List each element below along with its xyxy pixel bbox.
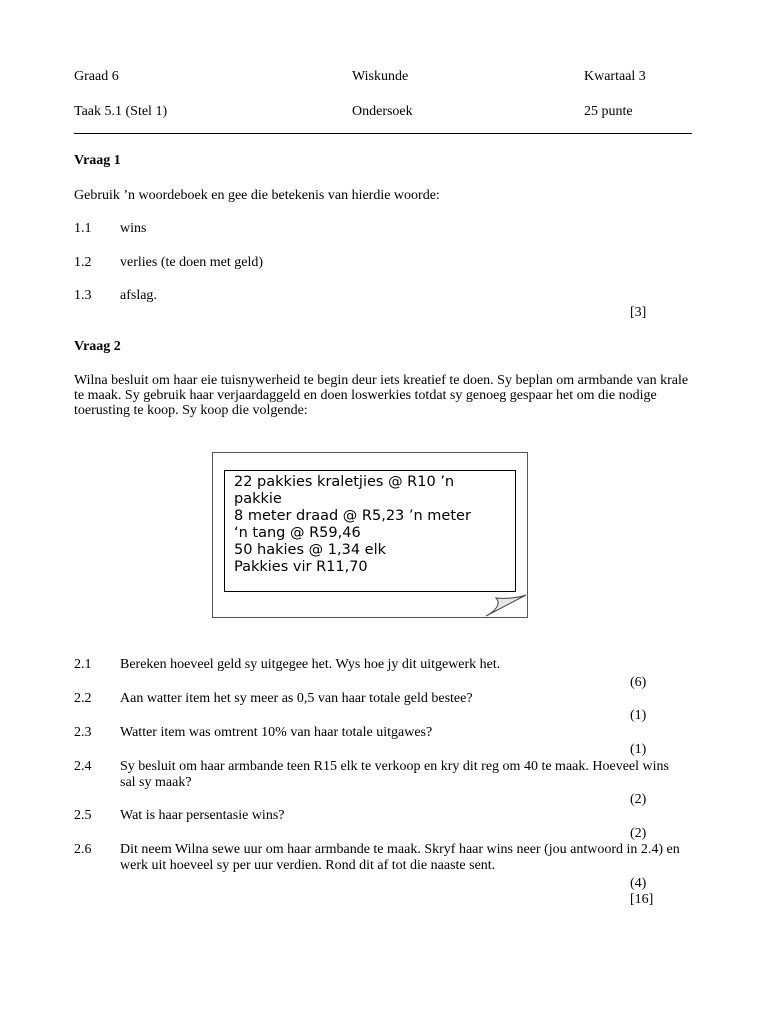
vraag1-item-text: verlies (te doen met geld) <box>120 255 264 270</box>
vraag1-item-num: 1.3 <box>74 288 92 303</box>
header-term: Kwartaal 3 <box>584 69 646 84</box>
header-divider <box>74 133 692 134</box>
question-mark: (4) <box>630 876 647 891</box>
question-text: Aan watter item het sy meer as 0,5 van haar totale geld bestee? <box>120 691 473 706</box>
question-text: Wat is haar persentasie wins? <box>120 808 285 823</box>
question-text: Bereken hoeveel geld sy uitgegee het. Wys hoe jy dit uitgewerk het. <box>120 657 501 672</box>
question-mark: (6) <box>630 675 647 690</box>
vraag1-item-text: afslag. <box>120 288 157 303</box>
question-num: 2.5 <box>74 808 92 823</box>
question-num: 2.6 <box>74 842 92 857</box>
question-num: 2.4 <box>74 759 92 774</box>
question-num: 2.3 <box>74 725 92 740</box>
shopping-list-item: 8 meter draad @ R5,23 ’n meter <box>234 508 471 524</box>
vraag1-item-text: wins <box>120 221 147 236</box>
question-text: Watter item was omtrent 10% van haar totale uitgawes? <box>120 725 433 740</box>
question-mark: (1) <box>630 742 647 757</box>
vraag1-total: [3] <box>630 305 647 320</box>
header-type: Ondersoek <box>352 104 413 119</box>
shopping-list-item: 50 hakies @ 1,34 elk <box>234 542 386 558</box>
vraag1-item-num: 1.2 <box>74 255 92 270</box>
vraag2-total: [16] <box>630 892 654 907</box>
question-text: Dit neem Wilna sewe uur om haar armbande te maak. Skryf haar wins neer (jou antwoord in 2.4) en werk uit hoeveel sy per uur verdien. Rond dit af tot die naaste sent. <box>120 842 680 873</box>
vraag1-instruction: Gebruik ’n woordeboek en gee die betekenis van hierdie woorde: <box>74 188 440 203</box>
shopping-list-item: 22 pakkies kraletjies @ R10 ’n pakkie <box>234 474 455 507</box>
vraag2-intro: Wilna besluit om haar eie tuisnywerheid te begin deur iets kreatief te doen. Sy beplan om armbande van krale te maak. Sy gebruik haar verjaardaggeld en doen loswerkies totdat sy genoeg gespaar het om die nodige toerusting te koop. Sy koop die volgende: <box>74 373 689 418</box>
header-subject: Wiskunde <box>352 69 409 84</box>
header-marks: 25 punte <box>584 104 633 119</box>
shopping-list-item: Pakkies vir R11,70 <box>234 559 368 575</box>
question-mark: (2) <box>630 792 647 807</box>
question-text: Sy besluit om haar armbande teen R15 elk te verkoop en kry dit reg om 40 te maak. Hoeveel wins sal sy maak? <box>120 759 669 790</box>
question-mark: (2) <box>630 826 647 841</box>
question-num: 2.2 <box>74 691 92 706</box>
vraag2-title: Vraag 2 <box>74 339 121 354</box>
shopping-list <box>234 474 504 576</box>
header-grade: Graad 6 <box>74 69 119 84</box>
vraag1-item-num: 1.1 <box>74 221 92 236</box>
shopping-list-item: ‘n tang @ R59,46 <box>234 525 361 541</box>
question-mark: (1) <box>630 708 647 723</box>
page-curl-icon <box>484 594 528 618</box>
header-task: Taak 5.1 (Stel 1) <box>74 104 168 119</box>
question-num: 2.1 <box>74 657 92 672</box>
vraag1-title: Vraag 1 <box>74 153 121 168</box>
